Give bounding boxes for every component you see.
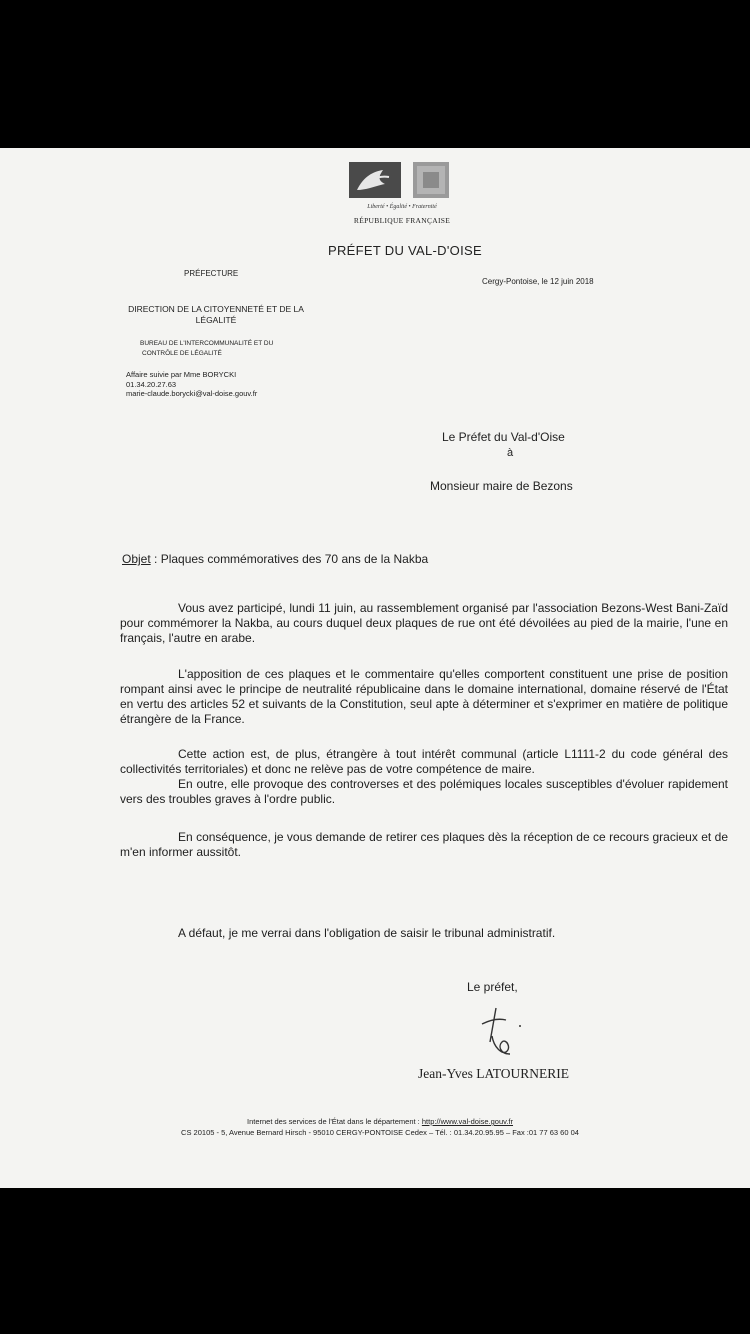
top-black-bar <box>0 0 750 148</box>
footer-line-1 <box>100 1116 660 1127</box>
prefecture-label: PRÉFECTURE <box>184 269 239 278</box>
affaire-phone: 01.34.20.27.63 <box>126 379 177 389</box>
bottom-black-bar <box>0 1188 750 1334</box>
body-paragraph-2-text: L'apposition de ces plaques et le commentaire qu'elles comportent constituent une prise de position rompant ainsi avec le principe de neutralité républicaine dans le domaine international, domaine réservé de l'État en vertu des articles 52 et suivants de la Constitution, seul apte à déterminer et s'exprimer en matière de politique étrangère de la France. <box>120 667 728 726</box>
signatory-name: Jean-Yves LATOURNERIE <box>418 1066 569 1081</box>
body-paragraph-4 <box>120 830 728 860</box>
marianne-emblem-icon <box>349 160 455 204</box>
footer-internet-label: Internet des services de l'État dans le département : <box>246 1117 422 1126</box>
footer-address: CS 20105 - 5, Avenue Bernard Hirsch - 95010 CERGY-PONTOISE Cedex – Tél. : 01.34.20.95.95 – Fax :01 77 63 60 04 <box>181 1128 579 1137</box>
closing-line: Le préfet, <box>467 980 518 994</box>
addressee-line: Monsieur maire de Bezons <box>430 479 573 493</box>
direction-heading <box>118 304 314 326</box>
footer-website-link[interactable]: http://www.val-doise.gouv.fr <box>421 1117 514 1126</box>
direction-line-1: DIRECTION DE LA CITOYENNETÉ ET DE LA <box>128 304 304 314</box>
affaire-person: Affaire suivie par Mme BORYCKI <box>126 370 237 379</box>
handwritten-signature-icon <box>476 1002 536 1062</box>
bureau-line-2: CONTRÔLE DE LÉGALITÉ <box>142 350 222 357</box>
body-paragraph-5-text: A défaut, je me verrai dans l'obligation de saisir le tribunal administratif. <box>178 926 556 940</box>
bureau-line-1: BUREAU DE L'INTERCOMMUNALITÉ ET DU <box>140 340 274 347</box>
body-paragraph-1 <box>120 601 728 646</box>
subject-label: Objet <box>122 552 151 566</box>
letter-footer <box>100 1116 660 1138</box>
prefet-title: PRÉFET DU VAL-D'OISE <box>328 243 482 258</box>
body-paragraph-3 <box>120 747 728 807</box>
letter-date: Cergy-Pontoise, le 12 juin 2018 <box>482 277 594 286</box>
affaire-contact <box>126 370 257 399</box>
marianne-logo <box>349 160 455 238</box>
body-paragraph-3b-text: En outre, elle provoque des controverses et des polémiques locales susceptibles d'évoluer rapidement vers des troubles graves à l'ordre public. <box>120 777 728 806</box>
letter-page <box>0 148 750 1188</box>
addressee-connector: à <box>507 447 514 459</box>
body-paragraph-2 <box>120 667 728 727</box>
body-paragraph-3a-text: Cette action est, de plus, étrangère à tout intérêt communal (article L1111-2 du code général des collectivités territoriales) et donc ne relève pas de votre compétence de maire. <box>120 747 728 776</box>
body-paragraph-5 <box>120 926 728 941</box>
bureau-heading <box>140 339 273 359</box>
subject-text: : Plaques commémoratives des 70 ans de la Nakba <box>150 552 429 566</box>
body-paragraph-4-text: En conséquence, je vous demande de retirer ces plaques dès la réception de ce recours gracieux et de m'en informer aussitôt. <box>120 830 728 859</box>
affaire-email: marie-claude.borycki@val-doise.gouv.fr <box>126 389 258 398</box>
logo-motto: Liberté • Égalité • Fraternité <box>367 204 437 210</box>
body-paragraph-1-text: Vous avez participé, lundi 11 juin, au rassemblement organisé par l'association Bezons-West Bani-Zaïd pour commémorer la Nakba, au cours duquel deux plaques de rue ont été dévoilées au pied de la mairie, l'une en français, l'autre en arabe. <box>120 601 728 645</box>
logo-republique-francaise: RÉPUBLIQUE FRANÇAISE <box>353 216 451 225</box>
sender-line: Le Préfet du Val-d'Oise <box>442 430 565 444</box>
direction-line-2: LÉGALITÉ <box>195 315 237 325</box>
subject-line <box>122 552 428 566</box>
